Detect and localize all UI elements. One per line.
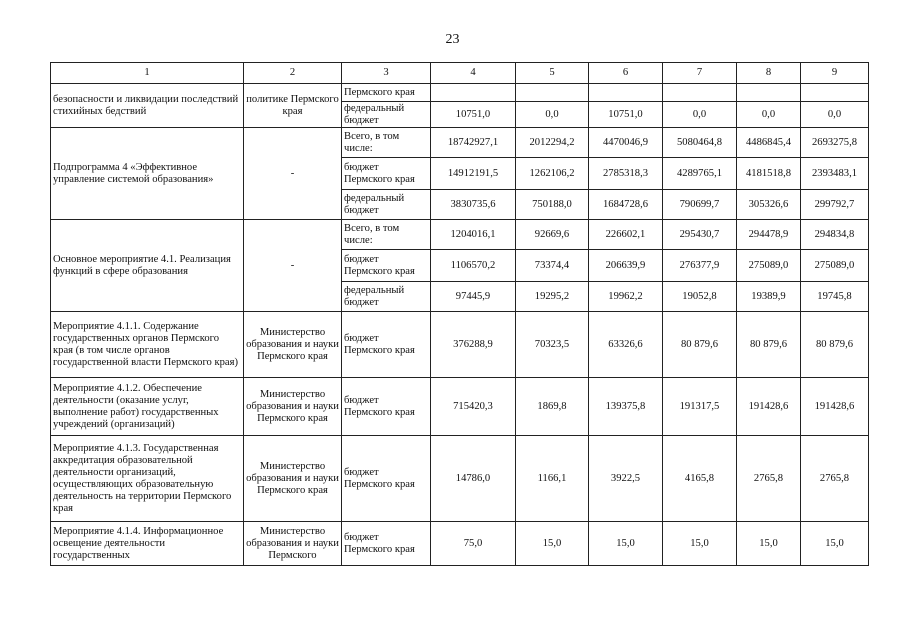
amount-cell: 80 879,6 — [737, 312, 801, 378]
table-row — [51, 436, 869, 522]
header-row — [51, 63, 869, 84]
amount-cell: 305326,6 — [737, 190, 801, 220]
funding-source-cell: бюджет Пермского края — [342, 522, 431, 566]
funding-source-cell: Пермского края — [342, 84, 431, 102]
amount-cell: 19295,2 — [516, 282, 589, 312]
amount-cell: 15,0 — [589, 522, 663, 566]
amount-cell: 14912191,5 — [431, 158, 516, 190]
amount-cell: 294834,8 — [801, 220, 869, 250]
amount-cell: 19052,8 — [663, 282, 737, 312]
amount-cell: 2393483,1 — [801, 158, 869, 190]
executor-cell: Министерство образования и науки Пермского края — [244, 436, 342, 522]
amount-cell: 139375,8 — [589, 378, 663, 436]
amount-cell: 3830735,6 — [431, 190, 516, 220]
amount-cell: 1106570,2 — [431, 250, 516, 282]
amount-cell: 4165,8 — [663, 436, 737, 522]
amount-cell — [431, 84, 516, 102]
table-row — [51, 378, 869, 436]
budget-table — [50, 62, 869, 566]
table-body — [51, 84, 869, 566]
amount-cell: 191317,5 — [663, 378, 737, 436]
amount-cell: 4470046,9 — [589, 128, 663, 158]
funding-source-cell: бюджет Пермского края — [342, 312, 431, 378]
column-header: 8 — [737, 63, 801, 84]
amount-cell: 80 879,6 — [801, 312, 869, 378]
amount-cell — [737, 84, 801, 102]
executor-cell: политике Пермского края — [244, 84, 342, 128]
amount-cell: 1204016,1 — [431, 220, 516, 250]
amount-cell: 75,0 — [431, 522, 516, 566]
amount-cell — [589, 84, 663, 102]
amount-cell: 10751,0 — [431, 102, 516, 128]
table-row — [51, 522, 869, 566]
amount-cell: 63326,6 — [589, 312, 663, 378]
amount-cell — [663, 84, 737, 102]
amount-cell: 15,0 — [737, 522, 801, 566]
column-header: 4 — [431, 63, 516, 84]
amount-cell: 1684728,6 — [589, 190, 663, 220]
amount-cell: 294478,9 — [737, 220, 801, 250]
amount-cell: 2765,8 — [801, 436, 869, 522]
amount-cell: 19745,8 — [801, 282, 869, 312]
amount-cell — [516, 84, 589, 102]
amount-cell: 4289765,1 — [663, 158, 737, 190]
program-name-cell: Основное мероприятие 4.1. Реализация функций в сфере образования — [51, 220, 244, 312]
amount-cell: 191428,6 — [801, 378, 869, 436]
amount-cell: 0,0 — [663, 102, 737, 128]
program-name-cell: Мероприятие 4.1.4. Информационное освещение деятельности государственных — [51, 522, 244, 566]
amount-cell: 0,0 — [801, 102, 869, 128]
program-name-cell: Мероприятие 4.1.1. Содержание государственных органов Пермского края (в том числе органов государственной власти Пермского края) — [51, 312, 244, 378]
column-header: 6 — [589, 63, 663, 84]
amount-cell: 276377,9 — [663, 250, 737, 282]
amount-cell: 226602,1 — [589, 220, 663, 250]
column-header: 9 — [801, 63, 869, 84]
amount-cell: 4181518,8 — [737, 158, 801, 190]
table-row — [51, 312, 869, 378]
amount-cell: 0,0 — [737, 102, 801, 128]
program-name-cell: Мероприятие 4.1.2. Обеспечение деятельности (оказание услуг, выполнение работ) государственных учреждений (организаций) — [51, 378, 244, 436]
amount-cell: 1262106,2 — [516, 158, 589, 190]
program-name-cell: Мероприятие 4.1.3. Государственная аккредитация образовательной деятельности организаций, осуществляющих образовательную деятельность на территории Пермского края — [51, 436, 244, 522]
amount-cell: 92669,6 — [516, 220, 589, 250]
amount-cell: 18742927,1 — [431, 128, 516, 158]
amount-cell: 97445,9 — [431, 282, 516, 312]
amount-cell: 14786,0 — [431, 436, 516, 522]
amount-cell: 275089,0 — [737, 250, 801, 282]
executor-cell: - — [244, 128, 342, 220]
column-header: 1 — [51, 63, 244, 84]
funding-source-cell: Всего, в том числе: — [342, 220, 431, 250]
executor-cell: Министерство образования и науки Пермского края — [244, 378, 342, 436]
amount-cell: 19389,9 — [737, 282, 801, 312]
amount-cell: 15,0 — [516, 522, 589, 566]
amount-cell: 750188,0 — [516, 190, 589, 220]
funding-source-cell: бюджет Пермского края — [342, 158, 431, 190]
amount-cell: 4486845,4 — [737, 128, 801, 158]
amount-cell: 1869,8 — [516, 378, 589, 436]
table-row — [51, 128, 869, 158]
column-header: 3 — [342, 63, 431, 84]
amount-cell: 206639,9 — [589, 250, 663, 282]
page-number: 23 — [445, 32, 460, 47]
amount-cell: 2785318,3 — [589, 158, 663, 190]
table-row — [51, 220, 869, 250]
executor-cell: - — [244, 220, 342, 312]
program-name-cell: безопасности и ликвидации последствий стихийных бедствий — [51, 84, 244, 128]
amount-cell: 1166,1 — [516, 436, 589, 522]
amount-cell: 299792,7 — [801, 190, 869, 220]
amount-cell: 15,0 — [663, 522, 737, 566]
amount-cell: 10751,0 — [589, 102, 663, 128]
executor-cell: Министерство образования и науки Пермского — [244, 522, 342, 566]
amount-cell: 0,0 — [516, 102, 589, 128]
funding-source-cell: федеральный бюджет — [342, 102, 431, 128]
amount-cell — [801, 84, 869, 102]
amount-cell: 191428,6 — [737, 378, 801, 436]
amount-cell: 2012294,2 — [516, 128, 589, 158]
amount-cell: 70323,5 — [516, 312, 589, 378]
funding-source-cell: федеральный бюджет — [342, 190, 431, 220]
funding-source-cell: бюджет Пермского края — [342, 250, 431, 282]
column-header: 5 — [516, 63, 589, 84]
funding-source-cell: бюджет Пермского края — [342, 436, 431, 522]
funding-source-cell: Всего, в том числе: — [342, 128, 431, 158]
program-name-cell: Подпрограмма 4 «Эффективное управление системой образования» — [51, 128, 244, 220]
amount-cell: 790699,7 — [663, 190, 737, 220]
amount-cell: 2765,8 — [737, 436, 801, 522]
amount-cell: 73374,4 — [516, 250, 589, 282]
amount-cell: 295430,7 — [663, 220, 737, 250]
amount-cell: 275089,0 — [801, 250, 869, 282]
column-header: 2 — [244, 63, 342, 84]
amount-cell: 19962,2 — [589, 282, 663, 312]
funding-source-cell: бюджет Пермского края — [342, 378, 431, 436]
amount-cell: 3922,5 — [589, 436, 663, 522]
executor-cell: Министерство образования и науки Пермского края — [244, 312, 342, 378]
amount-cell: 5080464,8 — [663, 128, 737, 158]
amount-cell: 80 879,6 — [663, 312, 737, 378]
funding-source-cell: федеральный бюджет — [342, 282, 431, 312]
amount-cell: 715420,3 — [431, 378, 516, 436]
table-row — [51, 84, 869, 102]
column-header: 7 — [663, 63, 737, 84]
amount-cell: 2693275,8 — [801, 128, 869, 158]
amount-cell: 376288,9 — [431, 312, 516, 378]
amount-cell: 15,0 — [801, 522, 869, 566]
